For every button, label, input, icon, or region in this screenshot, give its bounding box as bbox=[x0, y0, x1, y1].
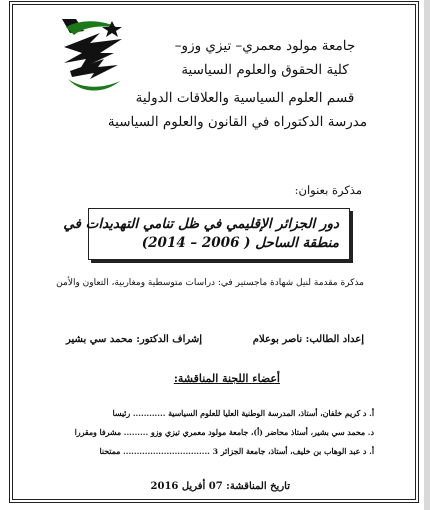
thesis-label: مذكرة بعنوان: bbox=[294, 183, 362, 197]
thesis-title-line-2: منطقة الساحل ( 2006 – 2014) bbox=[141, 235, 339, 251]
student-name: إعداد الطالب: ناصر بوعلام bbox=[252, 334, 364, 345]
committee-member-supervisor: د. محمد سي بشير، أستاذ محاضر (أ)، جامعة مولود معمري تيزي وزو ......... مشرفا ومقررا bbox=[74, 428, 374, 437]
thesis-title-box bbox=[63, 208, 350, 260]
department-name: قسم العلوم السياسية والعلاقات الدولية bbox=[135, 90, 355, 106]
doctoral-school-name: مدرسة الدكتوراه في القانون والعلوم السياسية bbox=[107, 114, 368, 130]
defense-date: تاريخ المناقشة: 07 أفريل 2016 bbox=[150, 481, 290, 492]
thesis-title-line-1: دور الجزائر الإقليمي في ظل تنامي التهديدات في bbox=[63, 216, 339, 232]
committee-member-examiner: أ. د عبد الوهاب بن خليف، أستاذ، جامعة الجزائر 3 ................................ ممتحنا bbox=[99, 447, 374, 456]
faculty-name: كلية الحقوق والعلوم السياسية bbox=[181, 62, 349, 78]
university-name: جامعة مولود معمري– تيزي وزو– bbox=[174, 38, 356, 54]
committee-member-chair: أ. د كريم خلفان، أستاذ، المدرسة الوطنية العليا للعلوم السياسية ............ رئيسا bbox=[112, 409, 374, 418]
supervisor-name: إشراف الدكتور: محمد سي بشير bbox=[66, 334, 203, 345]
degree-statement: مذكرة مقدمة لنيل شهادة ماجستير في: دراسات متوسطية ومغاربية، التعاون والأمن bbox=[56, 278, 364, 288]
university-logo-icon bbox=[60, 17, 130, 95]
committee-heading: أعضاء اللجنة المناقشة: bbox=[173, 372, 280, 385]
page-edge bbox=[424, 0, 430, 510]
